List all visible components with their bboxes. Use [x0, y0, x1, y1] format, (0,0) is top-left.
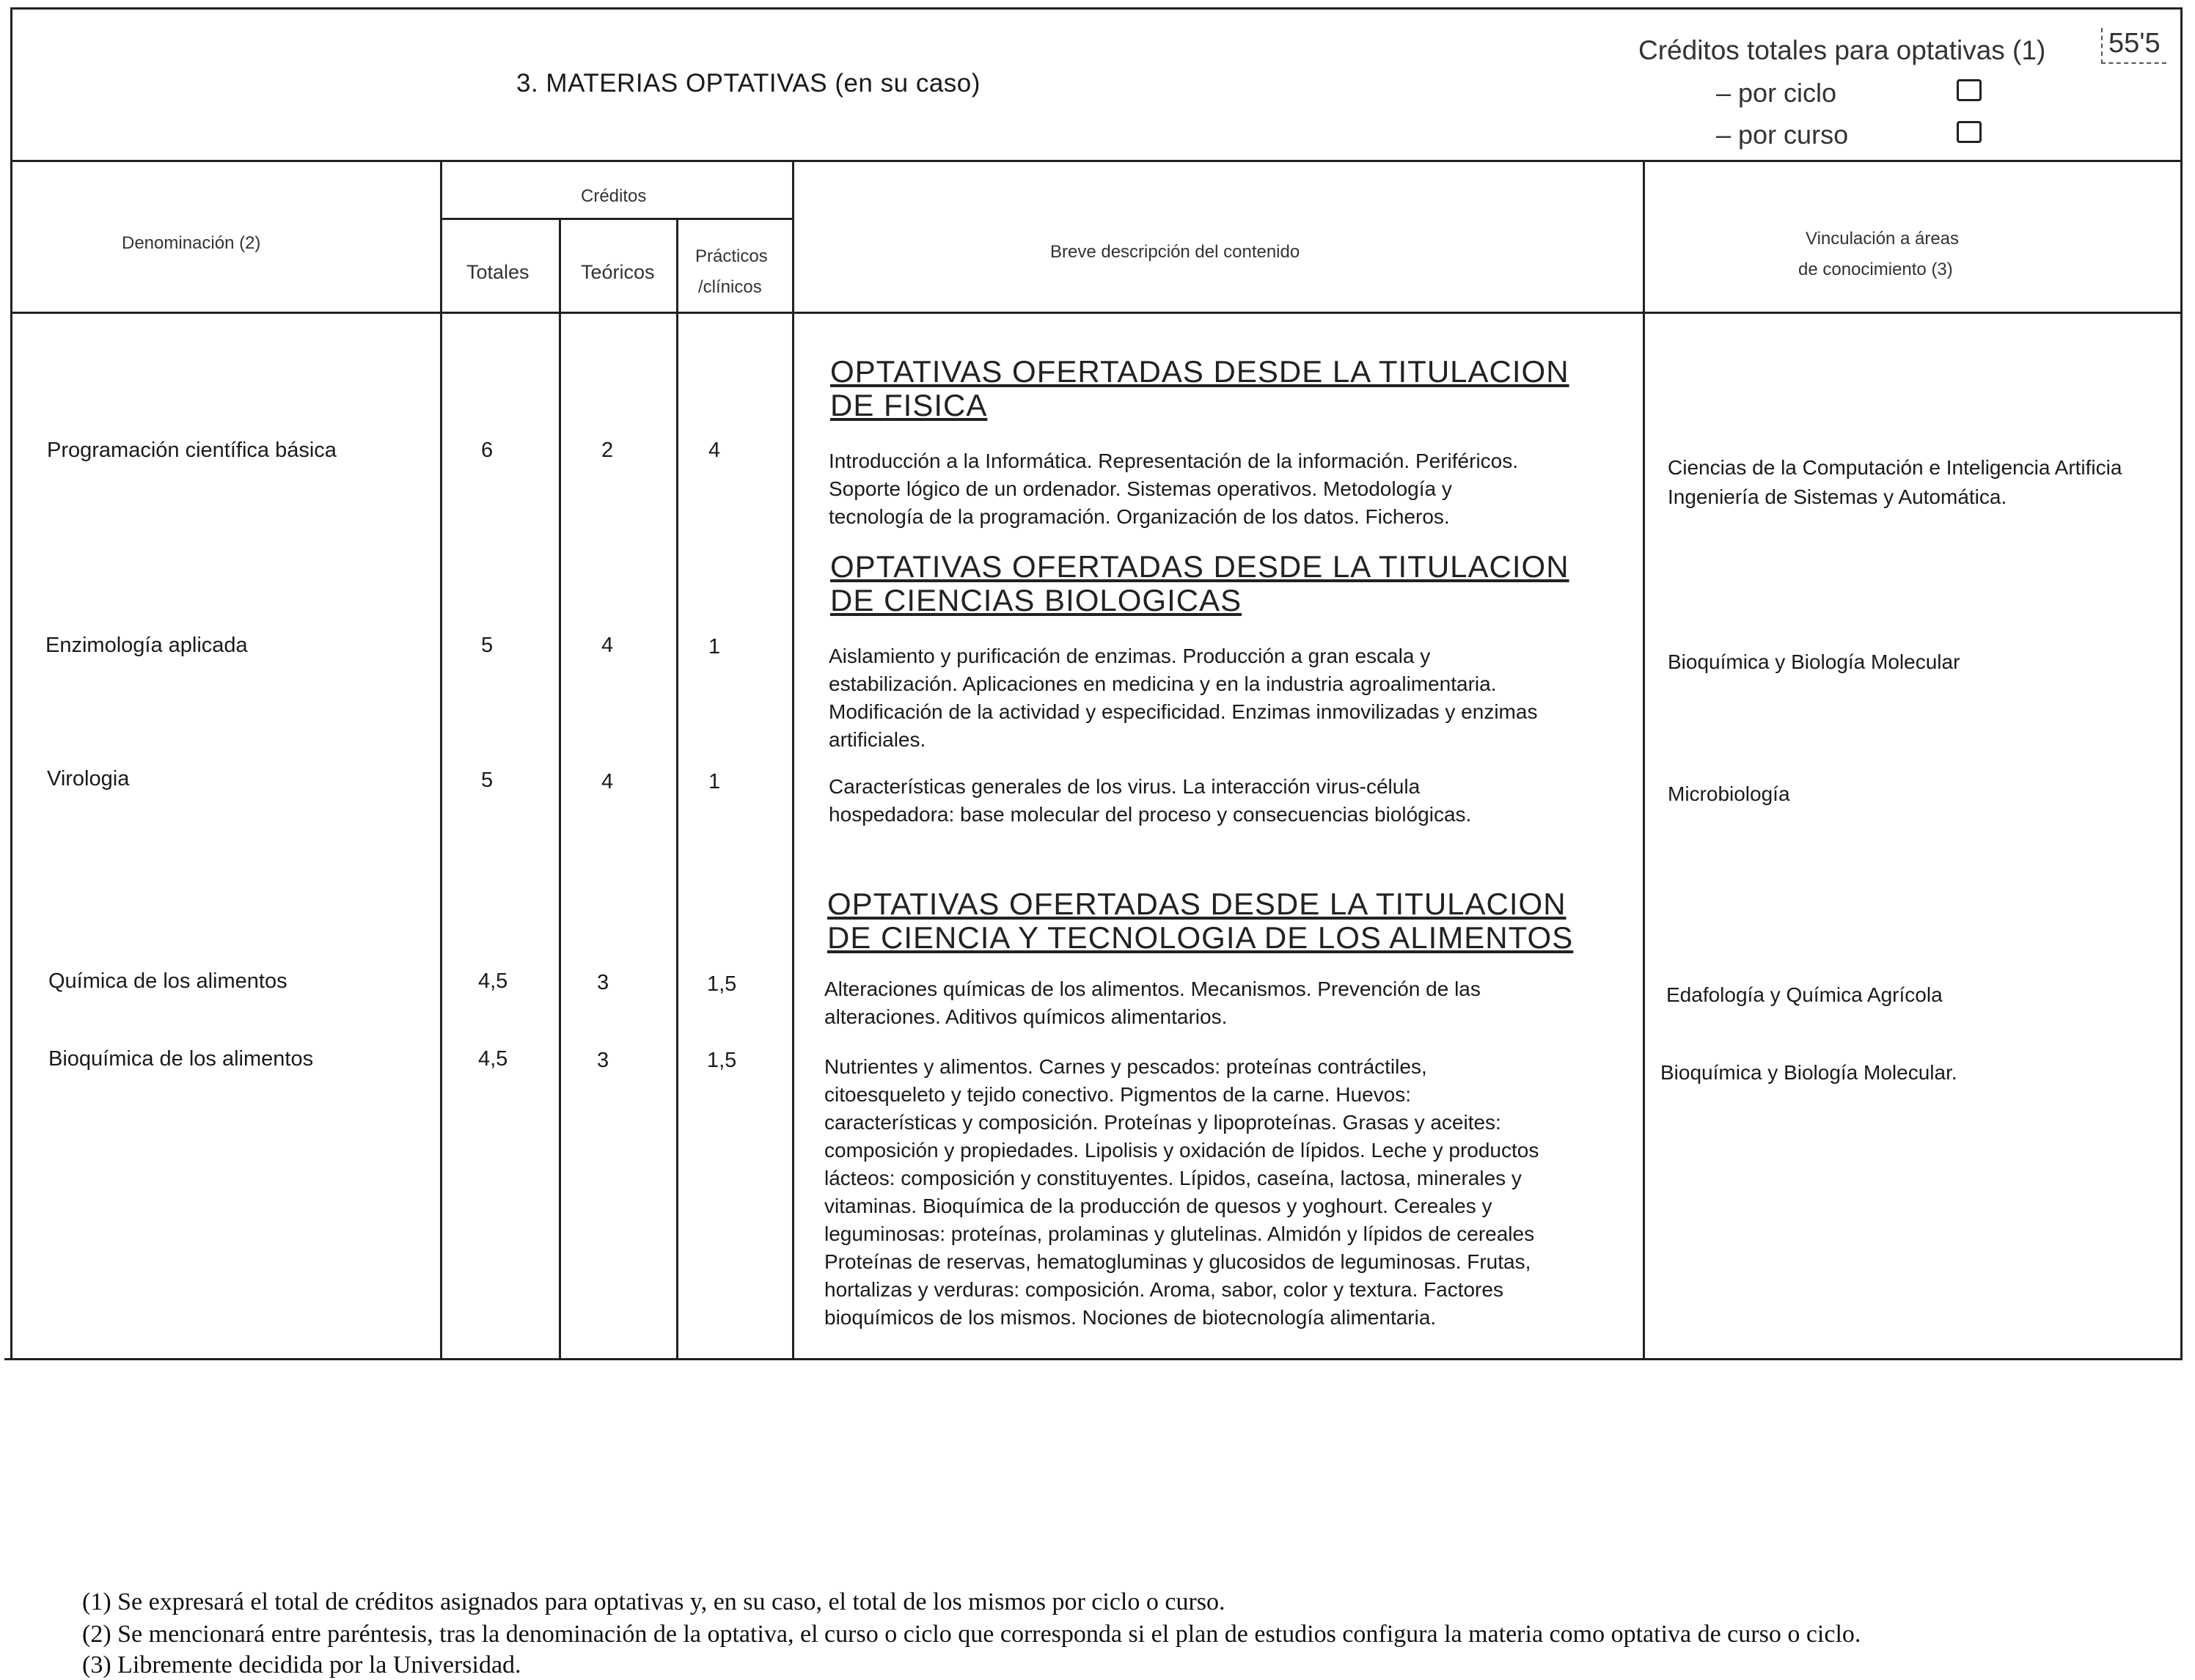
credits-teoricos: 4 [601, 770, 614, 793]
por-ciclo-checkbox[interactable] [1957, 79, 1982, 101]
group-heading-line-2: DE CIENCIAS BIOLOGICAS [830, 583, 1242, 617]
group-heading-line-2: DE FISICA [830, 388, 988, 422]
col-header-practicos-2: /clínicos [698, 277, 762, 297]
credits-totales: 4,5 [478, 1047, 508, 1071]
subject-description [824, 975, 1481, 1031]
por-curso-checkbox[interactable] [1957, 121, 1982, 143]
footnote: (1) Se expresará el total de créditos asignados para optativas y, en su caso, el total de los mismos por ciclo o curso. [82, 1588, 1225, 1615]
subject-description [829, 773, 1471, 829]
area-line: Ingeniería de Sistemas y Automática. [1668, 485, 2007, 508]
column-header-bottom-border [10, 312, 2183, 314]
description-line: Aislamiento y purificación de enzimas. Producción a gran escala y [829, 645, 1431, 667]
por-curso-label: – por curso [1716, 120, 1849, 150]
knowledge-area [1666, 981, 1943, 1009]
credits-teoricos: 3 [597, 971, 609, 994]
table-right-border [2180, 7, 2183, 1360]
knowledge-area [1660, 1059, 1957, 1087]
knowledge-area [1668, 648, 1960, 676]
description-line: Proteínas de reservas, hematogluminas y glucosidos de leguminosas. Frutas, [824, 1250, 1531, 1273]
subject-description [824, 1053, 1539, 1332]
credits-practicos: 4 [708, 439, 721, 462]
area-line: Microbiología [1668, 782, 1790, 805]
description-line: leguminosas: proteínas, prolaminas y glutelinas. Almidón y lípidos de cereales [824, 1222, 1535, 1245]
credits-totales: 6 [481, 439, 494, 462]
group-heading-line-1: OPTATIVAS OFERTADAS DESDE LA TITULACION [827, 887, 1566, 921]
col-header-teoricos: Teóricos [581, 261, 655, 283]
creditos-divider [440, 218, 792, 220]
area-line: Bioquímica y Biología Molecular [1668, 650, 1960, 673]
area-line: Ciencias de la Computación e Inteligencia Artificia [1668, 456, 2122, 479]
table-top-border [10, 7, 2183, 10]
subject-name: Bioquímica de los alimentos [48, 1047, 314, 1071]
table-left-border [10, 7, 12, 1360]
description-line: artificiales. [829, 728, 926, 751]
description-line: Modificación de la actividad y especificidad. Enzimas inmovilizadas y enzimas [829, 700, 1538, 723]
area-line: Edafología y Química Agrícola [1666, 983, 1943, 1006]
credits-practicos: 1 [708, 770, 721, 793]
subject-description [829, 642, 1537, 754]
credits-teoricos: 4 [601, 634, 614, 657]
credits-total-value: 55'5 [2101, 28, 2166, 64]
description-line: lácteos: composición y constituyentes. Lípidos, caseína, lactosa, minerales y [824, 1167, 1522, 1189]
description-line: características y composición. Proteínas y lipoproteínas. Grasas y aceites: [824, 1111, 1501, 1134]
subject-name: Virologia [47, 767, 130, 791]
credits-practicos: 1,5 [707, 1049, 737, 1072]
col-divider-totales [559, 219, 561, 1360]
section-title: 3. MATERIAS OPTATIVAS (en su caso) [516, 69, 981, 98]
col-header-practicos-1: Prácticos [695, 246, 768, 266]
description-line: vitaminas. Bioquímica de la producción de quesos y yoghourt. Cereales y [824, 1195, 1492, 1217]
description-line: Nutrientes y alimentos. Carnes y pescados: proteínas contráctiles, [824, 1055, 1427, 1078]
credits-practicos: 1 [708, 635, 721, 659]
por-ciclo-label: – por ciclo [1716, 78, 1837, 108]
col-header-totales: Totales [466, 261, 529, 283]
credits-teoricos: 2 [601, 439, 614, 462]
col-header-vinculacion-1: Vinculación a áreas [1806, 229, 1960, 249]
description-line: tecnología de la programación. Organización de los datos. Ficheros. [829, 505, 1450, 528]
col-divider-name [440, 160, 442, 1360]
credits-totales: 5 [481, 634, 494, 657]
description-line: Soporte lógico de un ordenador. Sistemas operativos. Metodología y [829, 477, 1452, 500]
description-line: citoesqueleto y tejido conectivo. Pigmentos de la carne. Huevos: [824, 1083, 1412, 1106]
col-divider-desc [1643, 160, 1645, 1360]
col-header-descripcion: Breve descripción del contenido [1050, 242, 1300, 262]
description-line: Introducción a la Informática. Representación de la información. Periféricos. [829, 450, 1519, 472]
group-heading-line-1: OPTATIVAS OFERTADAS DESDE LA TITULACION [830, 549, 1569, 584]
group-heading [830, 355, 1569, 422]
col-divider-teoricos [676, 219, 678, 1360]
credits-totales: 5 [481, 769, 494, 792]
credits-total-label: Créditos totales para optativas (1) [1638, 35, 2046, 65]
knowledge-area [1668, 453, 2122, 512]
description-line: Alteraciones químicas de los alimentos. Mecanismos. Prevención de las [824, 977, 1481, 1000]
subject-name: Química de los alimentos [48, 969, 287, 993]
description-line: hortalizas y verduras: composición. Aroma, sabor, color y textura. Factores [824, 1278, 1503, 1301]
description-line: bioquímicos de los mismos. Nociones de biotecnología alimentaria. [824, 1306, 1437, 1329]
table-bottom-border [4, 1358, 2183, 1360]
footnote: (2) Se mencionará entre paréntesis, tras la denominación de la optativa, el curso o ciclo que corresponda si el plan de estudios configura la materia como optativa de curso o ciclo. [82, 1621, 1861, 1648]
credits-teoricos: 3 [597, 1049, 609, 1072]
knowledge-area [1668, 780, 1790, 808]
description-line: composición y propiedades. Lipolisis y oxidación de lípidos. Leche y productos [824, 1139, 1539, 1162]
credits-totales: 4,5 [478, 969, 508, 993]
subject-description [829, 447, 1518, 531]
header-bottom-border [10, 160, 2183, 162]
group-heading [827, 887, 1573, 955]
subject-name: Enzimología aplicada [45, 634, 248, 657]
description-line: Características generales de los virus. La interacción virus-célula [829, 775, 1421, 798]
description-line: hospedadora: base molecular del proceso y consecuencias biológicas. [829, 803, 1472, 826]
group-heading [830, 550, 1569, 617]
description-line: estabilización. Aplicaciones en medicina y en la industria agroalimentaria. [829, 672, 1497, 695]
footnote: (3) Libremente decidida por la Universidad. [82, 1651, 521, 1679]
col-header-creditos: Créditos [581, 186, 647, 206]
credits-practicos: 1,5 [707, 972, 737, 996]
description-line: alteraciones. Aditivos químicos alimentarios. [824, 1005, 1228, 1028]
area-line: Bioquímica y Biología Molecular. [1660, 1061, 1957, 1084]
col-divider-practicos [792, 160, 794, 1360]
group-heading-line-2: DE CIENCIA Y TECNOLOGIA DE LOS ALIMENTOS [827, 920, 1574, 955]
subject-name: Programación científica básica [47, 439, 337, 462]
group-heading-line-1: OPTATIVAS OFERTADAS DESDE LA TITULACION [830, 354, 1569, 389]
col-header-vinculacion-2: de conocimiento (3) [1798, 260, 1953, 279]
col-header-denominacion: Denominación (2) [122, 233, 261, 253]
